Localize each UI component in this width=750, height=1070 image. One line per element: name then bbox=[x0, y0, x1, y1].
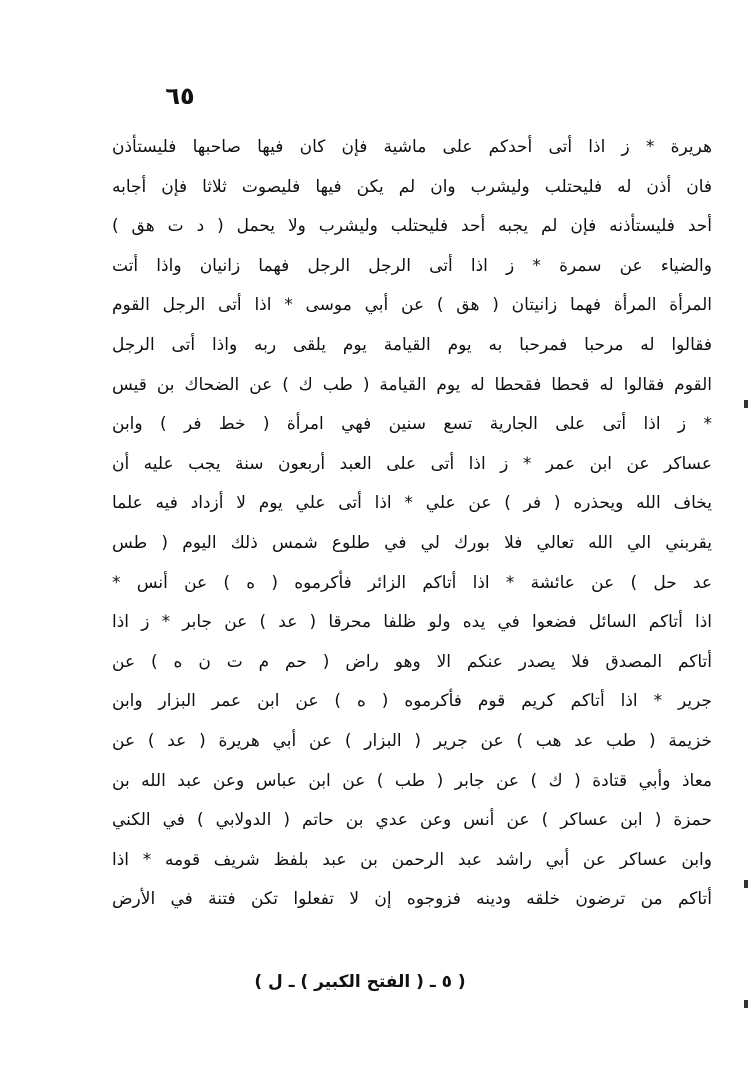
text-line: المرأة المرأة فهما زانيتان ( هق ) عن أبي موسى * اذا أتى الرجل القوم bbox=[112, 295, 712, 316]
text-line: فقالوا له مرحبا فمرحبا به يوم القيامة يوم يلقى ربه واذا أتى الرجل bbox=[112, 334, 712, 355]
text-line: فان أذن له فليحتلب وليشرب وان لم يكن فيها فليصوت ثلاثا فإن أجابه bbox=[112, 176, 712, 197]
text-line: خزيمة ( طب عد هب ) عن جرير ( البزار ) عن أبي هريرة ( عد ) عن bbox=[112, 730, 712, 751]
text-line: يقربني الي الله تعالي فلا بورك لي في طلوع شمس ذلك اليوم ( طس bbox=[112, 532, 712, 553]
text-line: * ز اذا أتى على الجارية تسع سنين فهي امرأة ( خط فر ) وابن bbox=[112, 414, 712, 435]
scan-artifact bbox=[744, 880, 748, 888]
text-line: اذا أتاكم السائل فضعوا في يده ولو ظلفا محرقا ( عد ) عن جابر * ز اذا bbox=[112, 612, 712, 633]
text-line: عساكر عن ابن عمر * ز اذا أتى على العبد أربعون سنة يجب عليه أن bbox=[112, 453, 712, 474]
scan-artifact bbox=[744, 400, 748, 408]
text-line: أحد فليستأذنه فإن لم يجبه أحد فليحتلب وليشرب ولا يحمل ( د ت هق ) bbox=[112, 216, 712, 237]
text-line: عد حل ) عن عائشة * اذا أتاكم الزائر فأكرموه ( ه ) عن أنس * bbox=[112, 572, 712, 593]
text-line: القوم فقالوا له قحطا فقحطا له يوم القيامة ( طب ك ) عن الضحاك بن قيس bbox=[112, 374, 712, 395]
text-line: أتاكم المصدق فلا يصدر عنكم الا وهو راض ( حم م ت ن ه ) عن bbox=[112, 651, 712, 672]
page-number: ٦٥ bbox=[165, 82, 195, 110]
body-text bbox=[112, 128, 712, 920]
text-line: وابن عساكر عن أبي راشد عبد الرحمن بن عبد بلفظ شريف قومه * اذا bbox=[112, 849, 712, 870]
text-line: حمزة ( ابن عساكر ) عن أنس وعن عدي بن حاتم ( الدولابي ) في الكني bbox=[112, 810, 712, 831]
text-line: هريرة * ز اذا أتى أحدكم على ماشية فإن كان فيها صاحبها فليستأذن bbox=[112, 137, 712, 157]
text-line: والضياء عن سمرة * ز اذا أتى الرجل الرجل فهما زانيان واذا أتت bbox=[112, 255, 712, 276]
text-line: يخاف الله ويحذره ( فر ) عن علي * اذا أتى علي يوم لا أزداد فيه علما bbox=[112, 493, 712, 514]
scan-artifact bbox=[744, 1000, 748, 1008]
text-line: جرير * اذا أتاكم كريم قوم فأكرموه ( ه ) عن ابن عمر البزار وابن bbox=[112, 691, 712, 712]
text-line: أتاكم من ترضون خلقه ودينه فزوجوه إن لا تفعلوا تكن فتنة في الأرض bbox=[112, 889, 712, 910]
text-line: معاذ وأبي قتادة ( ك ) عن جابر ( طب ) عن ابن عباس وعن عبد الله بن bbox=[112, 770, 712, 791]
page-footer: ( ٥ ـ ( الفتح الكبير ) ـ ل ) bbox=[254, 972, 466, 992]
